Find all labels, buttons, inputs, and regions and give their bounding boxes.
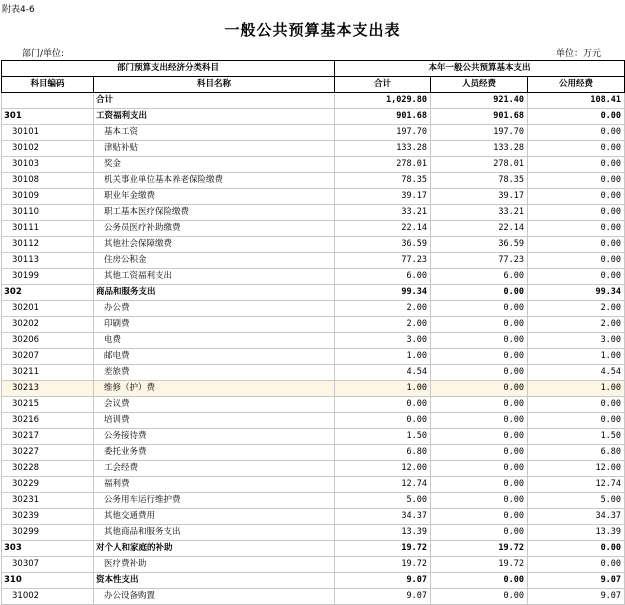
table-row [2,541,625,557]
subject-name-cell: 办公费 [94,301,335,317]
subject-name-cell: 办公设备购置 [94,589,335,605]
subject-code-cell: 30299 [2,525,94,541]
total-cell: 1.00 [335,381,431,397]
total-cell: 0.00 [335,397,431,413]
subject-code-cell: 30229 [2,477,94,493]
subject-name-cell: 会议费 [94,397,335,413]
public-cell: 9.07 [528,573,625,589]
table-row [2,189,625,205]
total-cell: 99.34 [335,285,431,301]
header-group-basic-expenditure: 本年一般公共预算基本支出 [335,61,625,77]
table-row [2,269,625,285]
subject-code-cell: 30108 [2,173,94,189]
total-cell: 9.07 [335,573,431,589]
personnel-cell: 0.00 [431,301,528,317]
personnel-cell: 921.40 [431,93,528,109]
total-cell: 1.50 [335,429,431,445]
total-cell: 9.07 [335,589,431,605]
subject-name-cell: 维修（护）费 [94,381,335,397]
table-row [2,109,625,125]
table-row [2,589,625,605]
table-row [2,573,625,589]
personnel-cell: 0.00 [431,397,528,413]
public-cell: 2.00 [528,301,625,317]
subject-code-cell: 30109 [2,189,94,205]
table-row [2,93,625,109]
personnel-cell: 0.00 [431,461,528,477]
expenditure-table [1,60,625,605]
subject-code-cell: 30201 [2,301,94,317]
subject-name-cell: 机关事业单位基本养老保险缴费 [94,173,335,189]
personnel-cell: 0.00 [431,589,528,605]
subject-code-cell: 30228 [2,461,94,477]
public-cell: 99.34 [528,285,625,301]
header-public: 公用经费 [528,77,625,93]
total-cell: 33.21 [335,205,431,221]
subject-code-cell: 30199 [2,269,94,285]
public-cell: 0.00 [528,109,625,125]
total-cell: 5.00 [335,493,431,509]
subject-code-cell: 30102 [2,141,94,157]
total-cell: 0.00 [335,413,431,429]
public-cell: 5.00 [528,493,625,509]
header-subject-name: 科目名称 [94,77,335,93]
page-title: 一般公共预算基本支出表 [224,21,401,39]
subject-code-cell: 302 [2,285,94,301]
table-row [2,445,625,461]
total-cell: 19.72 [335,541,431,557]
subject-code-cell: 301 [2,109,94,125]
public-cell: 13.39 [528,525,625,541]
personnel-cell: 197.70 [431,125,528,141]
table-row [2,349,625,365]
public-cell: 0.00 [528,157,625,173]
table-row [2,365,625,381]
header-group-row [2,61,625,77]
table-row [2,237,625,253]
public-cell: 34.37 [528,509,625,525]
subject-name-cell: 奖金 [94,157,335,173]
table-row [2,333,625,349]
subject-name-cell: 职业年金缴费 [94,189,335,205]
personnel-cell: 0.00 [431,413,528,429]
public-cell: 108.41 [528,93,625,109]
public-cell: 1.00 [528,349,625,365]
personnel-cell: 0.00 [431,285,528,301]
total-cell: 3.00 [335,333,431,349]
subject-name-cell: 医疗费补助 [94,557,335,573]
personnel-cell: 39.17 [431,189,528,205]
total-cell: 6.80 [335,445,431,461]
subject-name-cell: 电费 [94,333,335,349]
department-label: 部门/单位: [22,49,65,59]
subject-code-cell: 30227 [2,445,94,461]
subject-code-cell: 30211 [2,365,94,381]
table-row [2,285,625,301]
subject-code-cell: 30103 [2,157,94,173]
personnel-cell: 133.28 [431,141,528,157]
personnel-cell: 0.00 [431,317,528,333]
personnel-cell: 19.72 [431,557,528,573]
header-column-row [2,77,625,93]
total-cell: 39.17 [335,189,431,205]
subject-name-cell: 工会经费 [94,461,335,477]
personnel-cell: 901.68 [431,109,528,125]
total-cell: 12.00 [335,461,431,477]
public-cell: 12.00 [528,461,625,477]
subject-name-cell: 住房公积金 [94,253,335,269]
public-cell: 2.00 [528,317,625,333]
total-cell: 2.00 [335,301,431,317]
table-row [2,301,625,317]
personnel-cell: 0.00 [431,493,528,509]
subject-code-cell: 30110 [2,205,94,221]
public-cell: 0.00 [528,205,625,221]
subject-code-cell: 30111 [2,221,94,237]
subject-name-cell: 公务用车运行维护费 [94,493,335,509]
table-row [2,317,625,333]
subject-code-cell: 30112 [2,237,94,253]
total-cell: 12.74 [335,477,431,493]
public-cell: 0.00 [528,269,625,285]
total-cell: 36.59 [335,237,431,253]
public-cell: 12.74 [528,477,625,493]
header-group-economic-class: 部门预算支出经济分类科目 [2,61,335,77]
personnel-cell: 0.00 [431,429,528,445]
subject-name-cell: 培训费 [94,413,335,429]
personnel-cell: 6.00 [431,269,528,285]
subject-name-cell: 津贴补贴 [94,141,335,157]
subject-name-cell: 资本性支出 [94,573,335,589]
table-row [2,125,625,141]
subject-name-cell: 委托业务费 [94,445,335,461]
subject-name-cell: 合计 [94,93,335,109]
personnel-cell: 36.59 [431,237,528,253]
total-cell: 4.54 [335,365,431,381]
subject-code-cell: 30231 [2,493,94,509]
total-cell: 197.70 [335,125,431,141]
personnel-cell: 0.00 [431,573,528,589]
subject-code-cell: 30213 [2,381,94,397]
subject-code-cell: 30101 [2,125,94,141]
table-row [2,253,625,269]
total-cell: 278.01 [335,157,431,173]
total-cell: 2.00 [335,317,431,333]
table-row [2,493,625,509]
public-cell: 1.50 [528,429,625,445]
table-body [2,93,625,605]
subject-code-cell [2,93,94,109]
total-cell: 19.72 [335,557,431,573]
public-cell: 0.00 [528,173,625,189]
public-cell: 0.00 [528,125,625,141]
public-cell: 6.80 [528,445,625,461]
table-row [2,413,625,429]
total-cell: 901.68 [335,109,431,125]
subject-name-cell: 工资福利支出 [94,109,335,125]
subject-name-cell: 基本工资 [94,125,335,141]
personnel-cell: 78.35 [431,173,528,189]
subject-name-cell: 公务员医疗补助缴费 [94,221,335,237]
personnel-cell: 0.00 [431,509,528,525]
table-row [2,221,625,237]
subject-name-cell: 其他工资福利支出 [94,269,335,285]
personnel-cell: 0.00 [431,445,528,461]
total-cell: 22.14 [335,221,431,237]
subject-name-cell: 公务接待费 [94,429,335,445]
public-cell: 0.00 [528,557,625,573]
subject-name-cell: 福利费 [94,477,335,493]
header-total: 合计 [335,77,431,93]
personnel-cell: 0.00 [431,333,528,349]
subject-code-cell: 30216 [2,413,94,429]
public-cell: 3.00 [528,333,625,349]
personnel-cell: 0.00 [431,365,528,381]
subject-code-cell: 30206 [2,333,94,349]
table-row [2,141,625,157]
public-cell: 0.00 [528,397,625,413]
subject-code-cell: 30215 [2,397,94,413]
public-cell: 0.00 [528,237,625,253]
public-cell: 1.00 [528,381,625,397]
subject-name-cell: 邮电费 [94,349,335,365]
subject-name-cell: 对个人和家庭的补助 [94,541,335,557]
table-row [2,525,625,541]
public-cell: 0.00 [528,221,625,237]
header-subject-code: 科目编码 [2,77,94,93]
table-row [2,381,625,397]
personnel-cell: 19.72 [431,541,528,557]
total-cell: 1.00 [335,349,431,365]
subject-code-cell: 30207 [2,349,94,365]
subject-name-cell: 其他社会保障缴费 [94,237,335,253]
public-cell: 0.00 [528,141,625,157]
unit-label: 单位：万元 [556,49,602,59]
subject-name-cell: 其他商品和服务支出 [94,525,335,541]
personnel-cell: 278.01 [431,157,528,173]
total-cell: 78.35 [335,173,431,189]
table-row [2,205,625,221]
table-row [2,173,625,189]
subject-name-cell: 差旅费 [94,365,335,381]
attachment-note: 附表4-6 [2,5,35,15]
subject-name-cell: 其他交通费用 [94,509,335,525]
subject-name-cell: 印刷费 [94,317,335,333]
table-row [2,509,625,525]
total-cell: 6.00 [335,269,431,285]
table-row [2,157,625,173]
subject-code-cell: 30307 [2,557,94,573]
total-cell: 13.39 [335,525,431,541]
personnel-cell: 0.00 [431,525,528,541]
personnel-cell: 77.23 [431,253,528,269]
subject-code-cell: 30217 [2,429,94,445]
subject-name-cell: 商品和服务支出 [94,285,335,301]
subject-code-cell: 30113 [2,253,94,269]
table-row [2,477,625,493]
total-cell: 77.23 [335,253,431,269]
table-row [2,397,625,413]
total-cell: 1,029.80 [335,93,431,109]
personnel-cell: 33.21 [431,205,528,221]
subject-code-cell: 30202 [2,317,94,333]
total-cell: 133.28 [335,141,431,157]
personnel-cell: 0.00 [431,477,528,493]
personnel-cell: 0.00 [431,381,528,397]
table-row [2,429,625,445]
public-cell: 0.00 [528,413,625,429]
personnel-cell: 0.00 [431,349,528,365]
subject-code-cell: 31002 [2,589,94,605]
subject-code-cell: 310 [2,573,94,589]
public-cell: 4.54 [528,365,625,381]
personnel-cell: 22.14 [431,221,528,237]
public-cell: 0.00 [528,541,625,557]
total-cell: 34.37 [335,509,431,525]
subject-code-cell: 30239 [2,509,94,525]
public-cell: 0.00 [528,189,625,205]
header-personnel: 人员经费 [431,77,528,93]
public-cell: 9.07 [528,589,625,605]
table-row [2,461,625,477]
subject-code-cell: 303 [2,541,94,557]
public-cell: 0.00 [528,253,625,269]
subject-name-cell: 职工基本医疗保险缴费 [94,205,335,221]
table-row [2,557,625,573]
